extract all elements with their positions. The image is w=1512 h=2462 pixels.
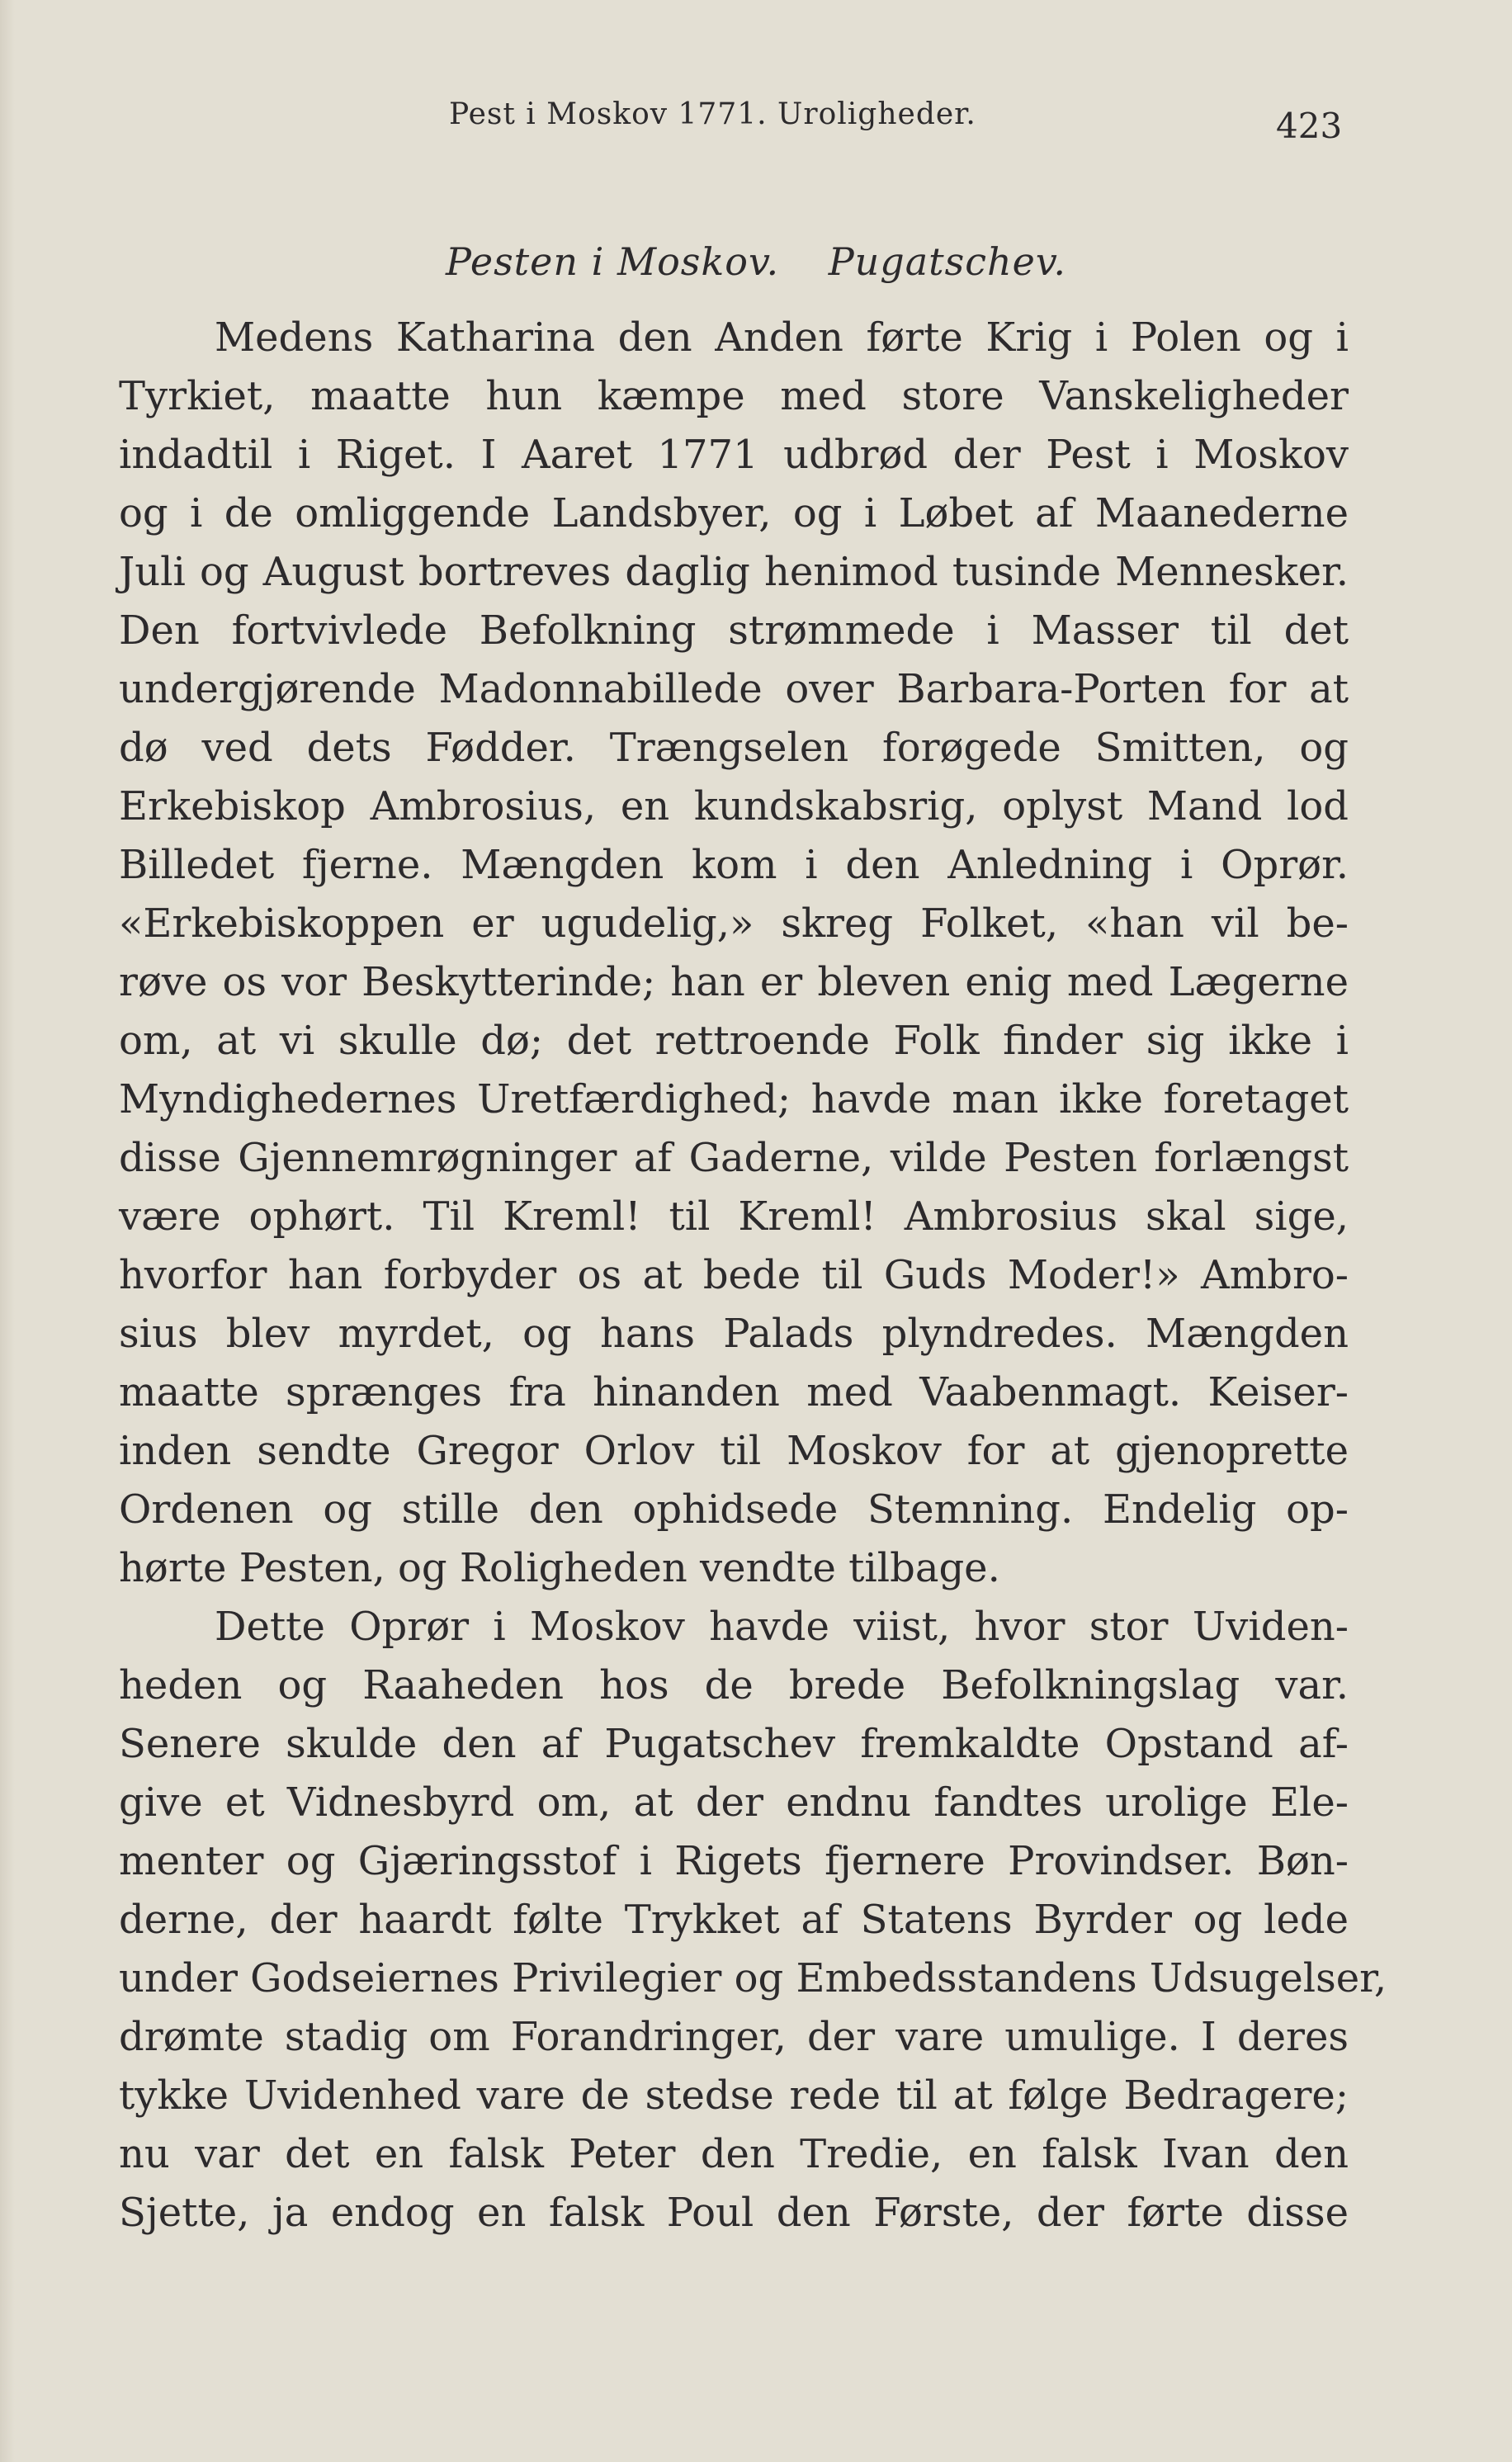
text-line: tykke Uvidenhed vare de stedse rede til at følge Bedragere; (119, 2072, 1349, 2119)
text-line: røve os vor Beskytterinde; han er bleven enig med Lægerne (119, 959, 1349, 1005)
paragraph (119, 1598, 1387, 2242)
body-text (119, 309, 1387, 2242)
section-heading-right: Pugatschev. (828, 239, 1067, 284)
text-line: Medens Katharina den Anden førte Krig i Polen og i (215, 314, 1349, 361)
text-line: under Godseiernes Privilegier og Embedsstandens Udsugelser, (119, 1955, 1387, 2001)
text-line: undergjørende Madonnabillede over Barbara-Porten for at (119, 666, 1349, 712)
text-line: Den fortvivlede Befolkning strømmede i Masser til det (119, 607, 1349, 654)
text-line: «Erkebiskoppen er ugudelig,» skreg Folket, «han vil be- (119, 900, 1349, 947)
text-line: hvorfor han forbyder os at bede til Guds Moder!» Ambro- (119, 1252, 1349, 1298)
text-line: menter og Gjæringsstof i Rigets fjernere Provindser. Bøn- (119, 1838, 1349, 1884)
text-line: være ophørt. Til Kreml! til Kreml! Ambrosius skal sige, (119, 1193, 1349, 1240)
text-line: drømte stadig om Forandringer, der vare umulige. I deres (119, 2014, 1349, 2060)
paragraph (119, 309, 1349, 1598)
page-edge (0, 0, 15, 2462)
text-line: disse Gjennemrøgninger af Gaderne, vilde Pesten forlængst (119, 1135, 1349, 1181)
text-line: Tyrkiet, maatte hun kæmpe med store Vanskeligheder (119, 373, 1349, 419)
text-line: give et Vidnesbyrd om, at der endnu fandtes urolige Ele- (119, 1779, 1349, 1826)
text-line: inden sendte Gregor Orlov til Moskov for at gjenoprette (119, 1428, 1349, 1474)
running-title: Pest i Moskov 1771. Uroligheder. (449, 97, 976, 131)
running-head (0, 97, 1512, 147)
text-line: Billedet fjerne. Mængden kom i den Anledning i Oprør. (119, 842, 1349, 888)
text-line: Dette Oprør i Moskov havde viist, hvor stor Uviden- (215, 1604, 1349, 1650)
page-number: 423 (1276, 106, 1343, 146)
text-line: Sjette, ja endog en falsk Poul den Første, der førte disse (119, 2190, 1349, 2236)
text-line: om, at vi skulle dø; det rettroende Folk finder sig ikke i (119, 1018, 1349, 1064)
text-line: Ordenen og stille den ophidsede Stemning. Endelig op- (119, 1486, 1349, 1533)
text-line: heden og Raaheden hos de brede Befolkningslag var. (119, 1662, 1349, 1708)
text-line: hørte Pesten, og Roligheden vendte tilbage. (119, 1545, 1000, 1591)
text-line: og i de omliggende Landsbyer, og i Løbet af Maanederne (119, 490, 1349, 536)
text-line: maatte sprænges fra hinanden med Vaabenmagt. Keiser- (119, 1369, 1349, 1415)
text-line: Senere skulde den af Pugatschev fremkaldte Opstand af- (119, 1721, 1349, 1767)
text-line: derne, der haardt følte Trykket af Statens Byrder og lede (119, 1897, 1349, 1943)
text-line: dø ved dets Fødder. Trængselen forøgede Smitten, og (119, 725, 1349, 771)
text-line: Erkebiskop Ambrosius, en kundskabsrig, oplyst Mand lod (119, 783, 1349, 829)
text-line: sius blev myrdet, og hans Palads plyndredes. Mængden (119, 1311, 1349, 1357)
text-line: indadtil i Riget. I Aaret 1771 udbrød der Pest i Moskov (119, 432, 1349, 478)
text-line: Myndighedernes Uretfærdighed; havde man ikke foretaget (119, 1076, 1349, 1122)
text-line: nu var det en falsk Peter den Tredie, en falsk Ivan den (119, 2131, 1349, 2177)
text-line: Juli og August bortreves daglig henimod tusinde Mennesker. (119, 549, 1349, 595)
section-heading (0, 239, 1512, 284)
section-heading-left: Pesten i Moskov. (445, 239, 780, 284)
